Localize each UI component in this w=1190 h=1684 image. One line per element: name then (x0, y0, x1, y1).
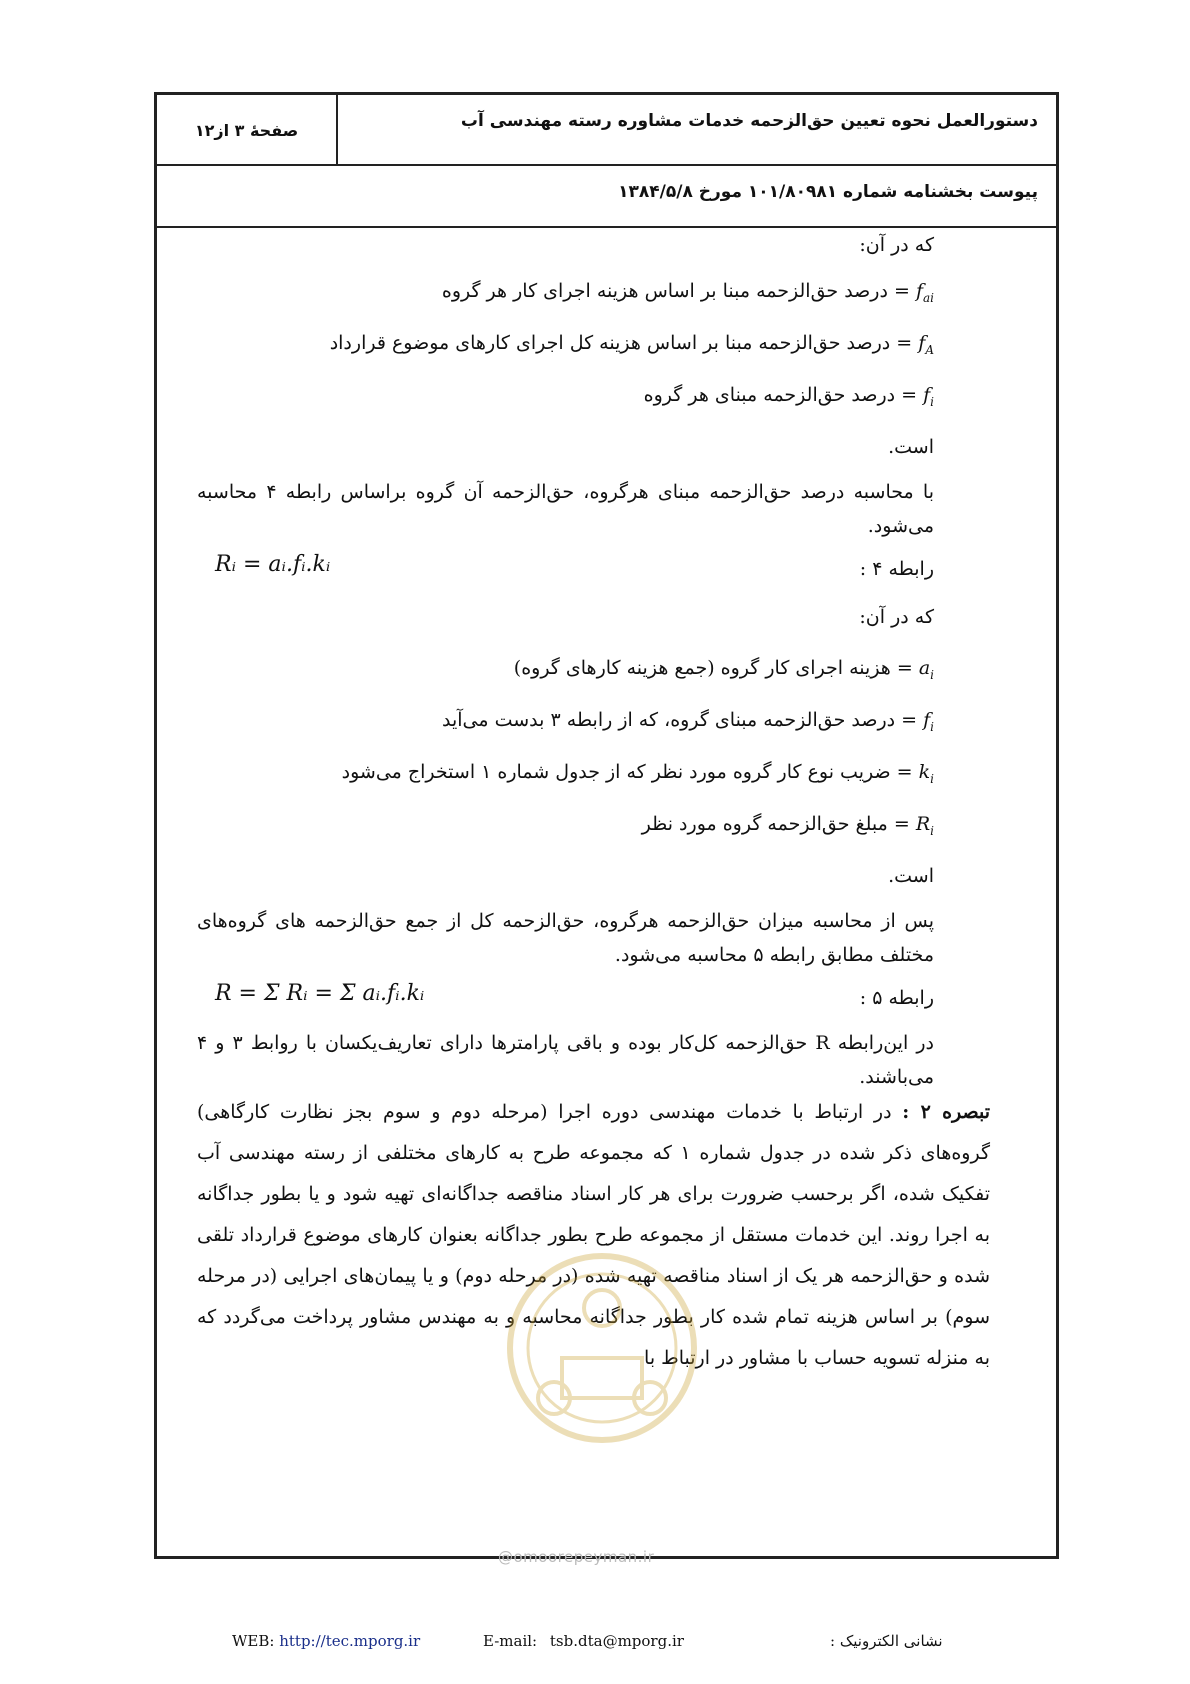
paragraph-definition-R: در این‌رابطه R حق‌الزحمه کل‌کار بوده و باقی پارامترها دارای تعاریف‌یکسان با روابط ۳ و ۴ می‌باشند. (197, 1032, 934, 1088)
symbol-fai: $f_{ai}$ (915, 280, 934, 305)
header-divider (336, 95, 338, 164)
definition-ai: $a_i$ = هزینه اجرای کار گروه (جمع هزینه کارهای گروه) (513, 657, 934, 682)
note-2-text: در ارتباط با خدمات مهندسی دوره اجرا (مرحله دوم و سوم بجز نظارت کارگاهی) گروه‌های ذکر شده در جدول شماره ۱ که مجموعه طرح به کارهای مختلفی از رسته مهندسی آب تفکیک شده، اگر برحسب ضرورت برای هر کار اسناد مناقصه جداگانه‌ای تهیه شود و یا بطور جداگانه به اجرا روند. این خدمات مستقل از مجموعه طرح بطور جداگانه بعنوان کارهای موضوع قرارداد تلقی شده و حق‌الزحمه هر یک از اسناد مناقصه تهیه شده (در مرحله دوم) و یا پیمان‌های اجرایی (در مرحله سوم) بر اساس هزینه تمام شده کار بطور جداگانه محاسبه و به مهندس مشاور پرداخت می‌گردد که به منزله تسویه حساب با مشاور در ارتباط با (197, 1101, 990, 1369)
definition-fA: $f_A$ = درصد حق‌الزحمه مبنا بر اساس هزینه کل اجرای کارهای موضوع قرارداد (329, 332, 934, 357)
symbol-ai: $a_i$ (918, 657, 934, 682)
is-statement-2: است. (888, 865, 934, 887)
page-number: صفحۀ ۳ از۱۲ (194, 121, 299, 140)
footer-address-label: نشانی الکترونیک : (830, 1632, 943, 1650)
circular-reference: پیوست بخشنامه شماره ۱۰۱/۸۰۹۸۱ مورخ ۱۳۸۴/۵/۸ (618, 182, 1038, 202)
watermark-text: @omoorepeyman.ir (498, 1548, 655, 1566)
circular-row (157, 166, 1056, 228)
footer-web (232, 1632, 420, 1650)
symbol-ki: $k_i$ (918, 761, 934, 786)
watermark-seal-icon (502, 1248, 702, 1468)
footer-email-label: E-mail: (483, 1632, 538, 1650)
relation-4-formula: Rᵢ = aᵢ.fᵢ.kᵢ (215, 552, 331, 577)
footer-email (483, 1632, 684, 1650)
where-label-2: که در آن: (859, 606, 934, 628)
definition-fi: $f_i$ = درصد حق‌الزحمه مبنای هر گروه (643, 384, 934, 409)
paragraph-relation-5: پس از محاسبه میزان حق‌الزحمه هرگروه، حق‌الزحمه کل از جمع حق‌الزحمه های گروه‌های مختلف مطابق رابطه ۵ محاسبه می‌شود. (197, 910, 934, 966)
symbol-fi: $f_i$ (923, 384, 934, 409)
definition-ki: $k_i$ = ضریب نوع کار گروه مورد نظر که از جدول شماره ۱ استخراج می‌شود (341, 761, 934, 786)
footer-email-address[interactable]: tsb.dta@mporg.ir (549, 1632, 684, 1650)
relation-5-label: رابطه ۵ : (859, 987, 934, 1009)
document-title: دستورالعمل نحوه تعیین حق‌الزحمه خدمات مشاوره رسته مهندسی آب (460, 111, 1038, 131)
definition-fi-2: $f_i$ = درصد حق‌الزحمه مبنای گروه، که از رابطه ۳ بدست می‌آید (442, 709, 934, 734)
header-row (157, 95, 1056, 166)
symbol-fA: $f_A$ (918, 332, 934, 357)
paragraph-relation-4: با محاسبه درصد حق‌الزحمه مبنای هرگروه، حق‌الزحمه آن گروه براساس رابطه ۴ محاسبه می‌شود. (197, 481, 934, 537)
footer-web-link[interactable]: http://tec.mporg.ir (279, 1632, 421, 1650)
where-label: که در آن: (859, 234, 934, 256)
relation-4-label: رابطه ۴ : (859, 558, 934, 580)
symbol-Ri: $R_i$ (915, 813, 934, 838)
relation-5-formula: R = Σ Rᵢ = Σ aᵢ.fᵢ.kᵢ (215, 981, 425, 1006)
is-statement: است. (888, 436, 934, 458)
definition-fai: $f_{ai}$ = درصد حق‌الزحمه مبنا بر اساس هزینه اجرای کار هر گروه (441, 280, 934, 305)
note-2-label: تبصره ۲ : (902, 1101, 991, 1123)
footer-web-label: WEB: (232, 1632, 275, 1650)
symbol-fi-2: $f_i$ (923, 709, 934, 734)
definition-Ri: $R_i$ = مبلغ حق‌الزحمه گروه مورد نظر (641, 813, 934, 838)
